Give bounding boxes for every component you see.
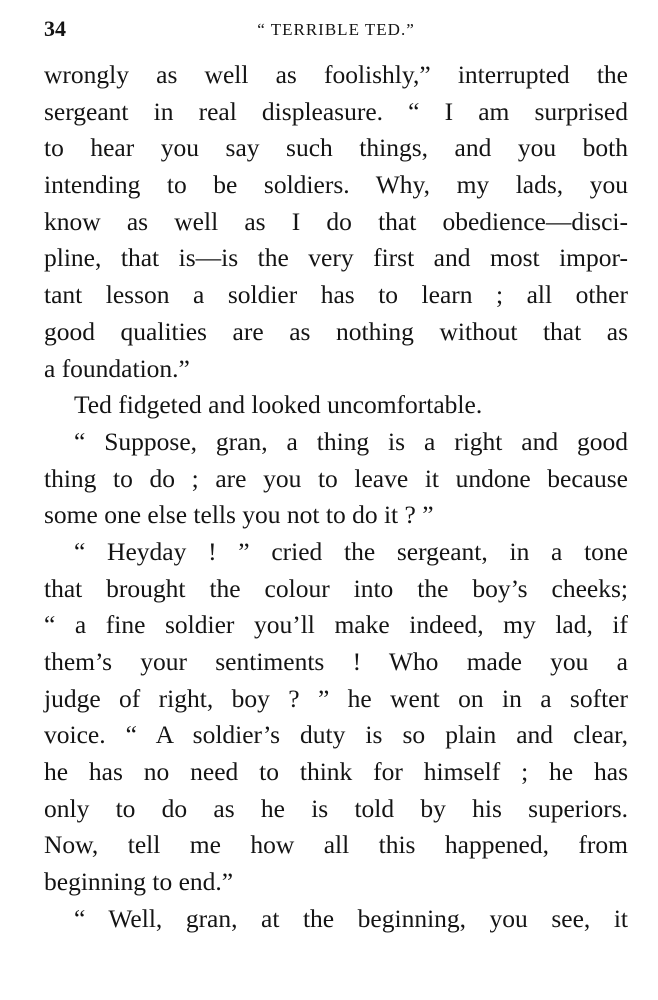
text-line: tant lesson a soldier has to learn ; all other — [44, 280, 628, 310]
text-line: to hear you say such things, and you both — [44, 133, 628, 163]
text-line: sergeant in real displeasure. “ I am surprised — [44, 96, 628, 126]
text-line: Now, tell me how all this happened, from — [44, 830, 628, 860]
text-line: beginning to end.” — [44, 867, 234, 897]
running-title: “ TERRIBLE TED.” — [257, 20, 415, 39]
text-line: “ Suppose, gran, a thing is a right and good — [74, 426, 628, 456]
text-line: “ Well, gran, at the beginning, you see, it — [74, 903, 628, 933]
page-number: 34 — [44, 16, 66, 41]
text-line: a foundation.” — [44, 353, 190, 383]
text-line: intending to be soldiers. Why, my lads, you — [44, 170, 628, 200]
text-line: voice. “ A soldier’s duty is so plain and clear, — [44, 720, 628, 750]
text-line: only to do as he is told by his superiors. — [44, 793, 628, 823]
text-line: wrongly as well as foolishly,” interrupted the — [44, 60, 628, 89]
page-header — [44, 16, 628, 46]
body-text — [44, 57, 628, 938]
text-line: he has no need to think for himself ; he has — [44, 757, 628, 787]
text-line: some one else tells you not to do it ? ” — [44, 500, 434, 530]
text-line: them’s your sentiments ! Who made you a — [44, 647, 628, 676]
text-line: good qualities are as nothing without that as — [44, 316, 628, 346]
text-line: “ Heyday ! ” cried the sergeant, in a tone — [74, 536, 628, 566]
text-line: judge of right, boy ? ” he went on in a softer — [44, 683, 628, 713]
text-line: that brought the colour into the boy’s cheeks; — [44, 573, 628, 603]
text-line: know as well as I do that obedience—disci- — [44, 206, 628, 236]
text-line: Ted fidgeted and looked uncomfortable. — [74, 390, 483, 420]
text-line: thing to do ; are you to leave it undone because — [44, 463, 628, 493]
text-line: “ a fine soldier you’ll make indeed, my lad, if — [44, 610, 628, 640]
text-line: pline, that is—is the very first and most impor- — [44, 243, 628, 273]
